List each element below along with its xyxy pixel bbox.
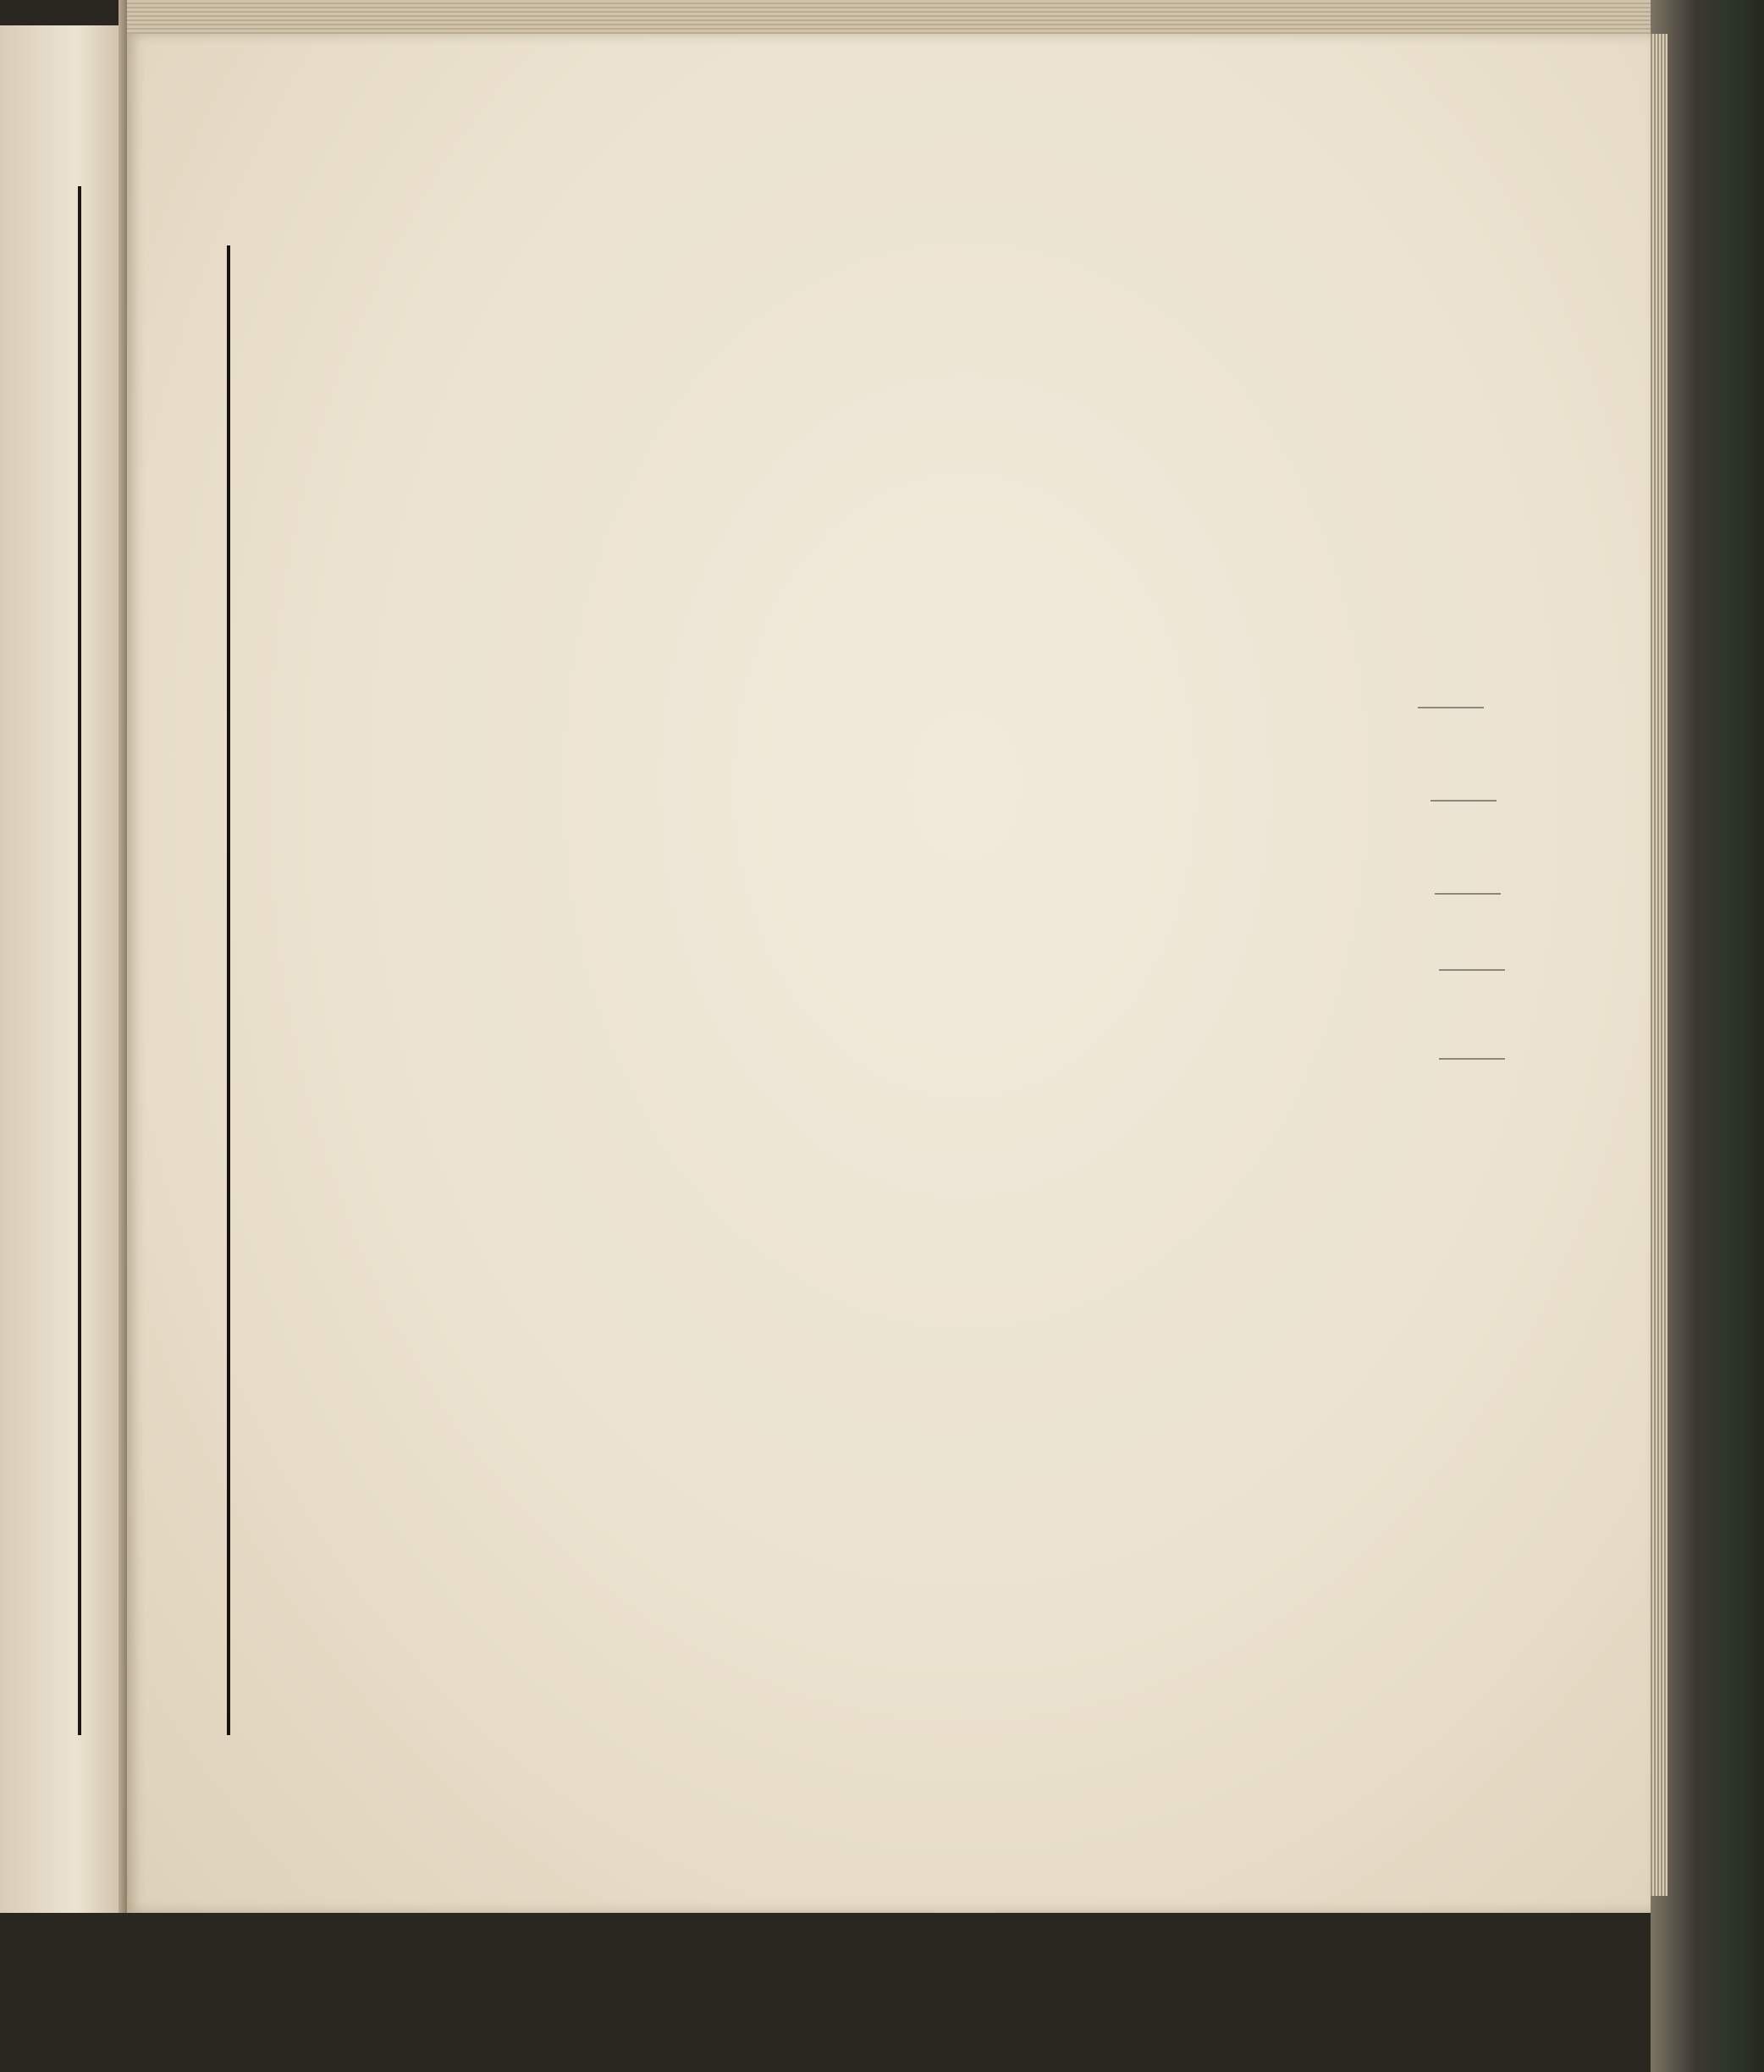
verse-line	[245, 1204, 1329, 1248]
verse-line	[245, 372, 1329, 415]
verse-line	[245, 1161, 1329, 1204]
verse-line	[245, 1420, 1329, 1463]
verse-line	[245, 471, 1329, 514]
verse-line	[245, 1075, 1329, 1118]
verse-line	[245, 989, 1329, 1032]
verse-line	[245, 285, 1329, 328]
pencil-dash	[1439, 969, 1505, 971]
verse-line	[245, 643, 1329, 686]
section-heading	[245, 415, 1329, 471]
verse-line	[245, 1550, 1329, 1593]
verse-line	[245, 1032, 1329, 1075]
verse-line	[245, 600, 1329, 643]
verse-line	[245, 1593, 1329, 1636]
verse-line	[245, 1507, 1329, 1550]
verse-line	[245, 557, 1329, 600]
verse-line	[245, 859, 1329, 902]
pencil-dash	[1418, 707, 1484, 708]
verse-line	[245, 902, 1329, 945]
verse-line	[245, 686, 1329, 730]
verse-line	[245, 1636, 1329, 1679]
verse-line	[245, 514, 1329, 557]
verse-line	[245, 1248, 1329, 1291]
verse-line	[245, 242, 1329, 285]
verse-line	[245, 1118, 1329, 1161]
verse-line	[245, 328, 1329, 372]
verse-line	[245, 773, 1329, 816]
verse-line	[245, 1291, 1329, 1334]
verse-line	[245, 1334, 1329, 1377]
pencil-dash	[1430, 800, 1497, 802]
poem-text	[245, 242, 1329, 1679]
verse-line	[245, 945, 1329, 989]
pencil-dash	[1439, 1058, 1505, 1060]
pencil-dash	[1435, 893, 1501, 895]
book-cover-board	[1651, 0, 1764, 2072]
left-page	[0, 25, 127, 1913]
top-ornament-border	[229, 174, 1236, 241]
right-ornament-border	[1327, 174, 1380, 1832]
left-page-rule	[78, 186, 81, 1735]
left-border-rule	[227, 245, 230, 1735]
verse-line	[245, 1463, 1329, 1507]
verse-line	[245, 1377, 1329, 1420]
bottom-ornament-border	[245, 1744, 1295, 1820]
verse-line	[245, 730, 1329, 773]
verse-line	[245, 816, 1329, 859]
